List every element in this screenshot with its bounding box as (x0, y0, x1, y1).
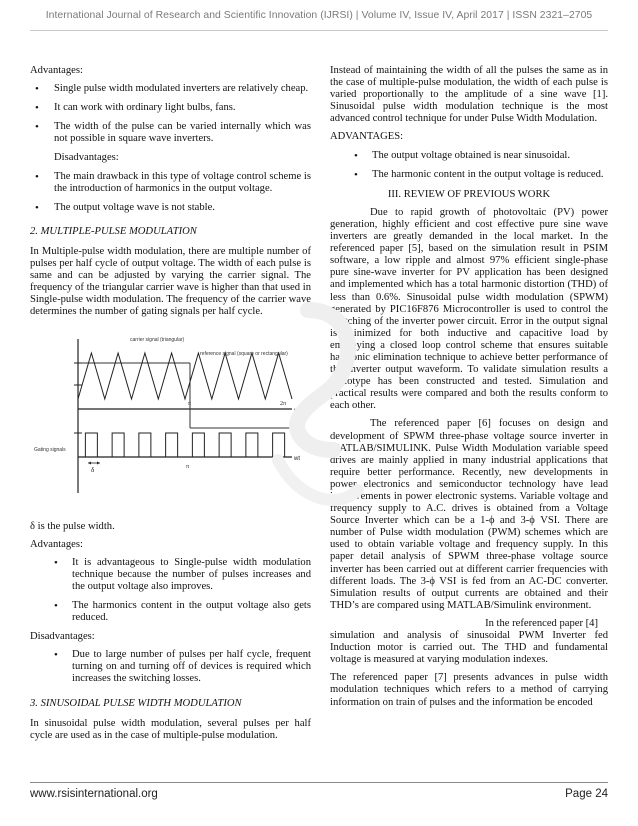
disadvantages2-label: Disadvantages: (30, 631, 95, 643)
advantages-list (30, 83, 311, 145)
axis-label-wt-bottom: wt (294, 455, 300, 462)
delta-label: δ (91, 465, 95, 474)
list-item: • It is advantageous to Single-pulse width modulation technique because the number of pulses increases and the output voltage also improves. (30, 557, 311, 593)
tick-label-2pi-top: 2π (280, 400, 287, 407)
advantages2-list (30, 557, 311, 624)
advantages2-label: Advantages: (30, 538, 83, 550)
gating-label: Gating signals (34, 446, 66, 453)
waveform-diagram (30, 333, 311, 503)
paragraph: The referenced paper [7] presents advances in pulse width modulation techniques which refers to a method of carrying information on train of pulses and the information be encoded (330, 672, 608, 708)
section-heading-multiple-pulse: 2. MULTIPLE-PULSE MODULATION (30, 225, 197, 237)
paragraph: simulation and analysis of sinusoidal PWM Inverter fed Induction motor is carried out. The THD and fundamental voltage is measured at varying modulation indexes. (330, 630, 608, 666)
list-item: • The output voltage wave is not stable. (30, 202, 311, 214)
list-item: • The output voltage obtained is near sinusoidal. (330, 150, 608, 162)
footer-website: www.rsisinternational.org (30, 788, 158, 800)
tick-label-2pi-bottom: 2π (280, 463, 287, 470)
tick-label-pi-bottom: π (186, 463, 190, 470)
journal-header: International Journal of Research and Scientific Innovation (IJRSI) | Volume IV, Issue IV, April 2017 | ISSN 2321–2705 (45, 10, 593, 21)
footer-page-number: Page 24 (565, 788, 608, 800)
advantages-label: Advantages: (30, 65, 83, 76)
carrier-label: carrier signal (triangular) (130, 336, 185, 343)
section-heading-sinusoidal: 3. SINUSOIDAL PULSE WIDTH MODULATION (30, 697, 242, 709)
disadvantages-label: Disadvantages: (54, 152, 119, 164)
paragraph: In sinusoidal pulse width modulation, several pulses per half cycle are used as in the case of multiple-pulse modulation. (30, 717, 311, 741)
advantages-list-right (330, 150, 608, 181)
list-item: • The harmonic content in the output voltage is reduced. (330, 169, 608, 181)
list-item: • The width of the pulse can be varied internally which was not possible in square wave inverters. (30, 121, 311, 145)
advantages-label-right: ADVANTAGES: (330, 131, 404, 143)
list-item: • The main drawback in this type of voltage control scheme is the introduction of harmonics in the output voltage. (30, 171, 311, 195)
paragraph: Due to rapid growth of photovoltaic (PV) power generation, highly efficient and cost effective pure sine wave inverters are greatly demanded in the local market. In the referenced paper [5], based on the simulation result in PSIM software, a low ripple and almost 97% efficient single-phase pure sine-wave inverter for PV application has been designed and implemented which has a total harmonic distortion (THD) of less than 0.6%. Sinusoidal pulse width modulation (SPWM) generated by PIC16F876 Microcontroller is used to control the switching of the inverter power circuit. Error in the output signal is minimized for both inductive and capacitive load by employing a closed loop control scheme that ensures suitable harmonic elimination technique to achieve better performance of the inverter output waveform. To validate simulation results a prototype has been constructed and tested. Simulation and practical results were compared and both the results conform to each other. (330, 206, 608, 412)
paragraph-lead: In the referenced paper [4] (485, 617, 598, 629)
reference-label: reference signal (square or rectangular) (200, 350, 288, 357)
multiple-pulse-figure (30, 333, 311, 503)
footer-rule (30, 782, 608, 783)
paragraph: Instead of maintaining the width of all the pulses the same as in the case of multiple-pulse modulation, the width of each pulse is varied proportionally to the amplitude of a sine wave [1]. Sinusoidal pulse width modulation technique is the most advanced control technique for under Pulse Width Modulation. (330, 65, 608, 125)
list-item: • Single pulse width modulated inverters are relatively cheap. (30, 83, 311, 95)
left-column (30, 65, 311, 748)
paragraph: In Multiple-pulse width modulation, there are multiple number of pulses per half cycle of output voltage. The width of each pulse is same and can be adjusted by varying the carrier signal. The frequency of the triangular carrier wave is higher than that used in Single-pulse width modulation. The frequency of the carrier wave determines the number of gating signals per half cycle. (30, 245, 311, 318)
list-item: • Due to large number of pulses per half cycle, frequent turning on and turning off of devices is required which increases the switching losses. (30, 649, 311, 685)
right-column (330, 65, 608, 715)
tick-label-pi-top: π (188, 400, 192, 407)
delta-caption: δ is the pulse width. (30, 520, 115, 532)
header-rule (30, 30, 608, 31)
disadvantages-list (30, 171, 311, 214)
disadvantages2-list (30, 649, 311, 685)
axis-label-wt-top: wt (294, 407, 300, 414)
list-item: • The harmonics content in the output voltage also gets reduced. (30, 600, 311, 624)
list-item: • It can work with ordinary light bulbs, fans. (30, 102, 311, 114)
paragraph: The referenced paper [6] focuses on design and development of SPWM three-phase voltage source inverter in MATLAB/SIMULINK. Pulse Width Modulation variable speed drives are mainly applied in many industrial applications that require better performance. Recently, new developments in power electronics and semiconductor technology have lead improvements in power electronic systems. Variable voltage and frequency supply to A.C. drives is obtained from a Voltage Source Inverter which can be a 1-ϕ and 3-ϕ VSI. There are number of Pulse width modulation (PWM) schemes which are used to obtain variable voltage and frequency supply. In this paper detail analysis of SPWM three-phase voltage source inverter has been carried out at different carrier frequencies with different loads. The 3-ϕ VSI is fed from an AC-DC converter. Simulation results of output currents are obtained and their THD’s are compared using MATLAB/Simulink environment. (330, 418, 608, 611)
section-heading-review: III. REVIEW OF PREVIOUS WORK (387, 188, 551, 200)
